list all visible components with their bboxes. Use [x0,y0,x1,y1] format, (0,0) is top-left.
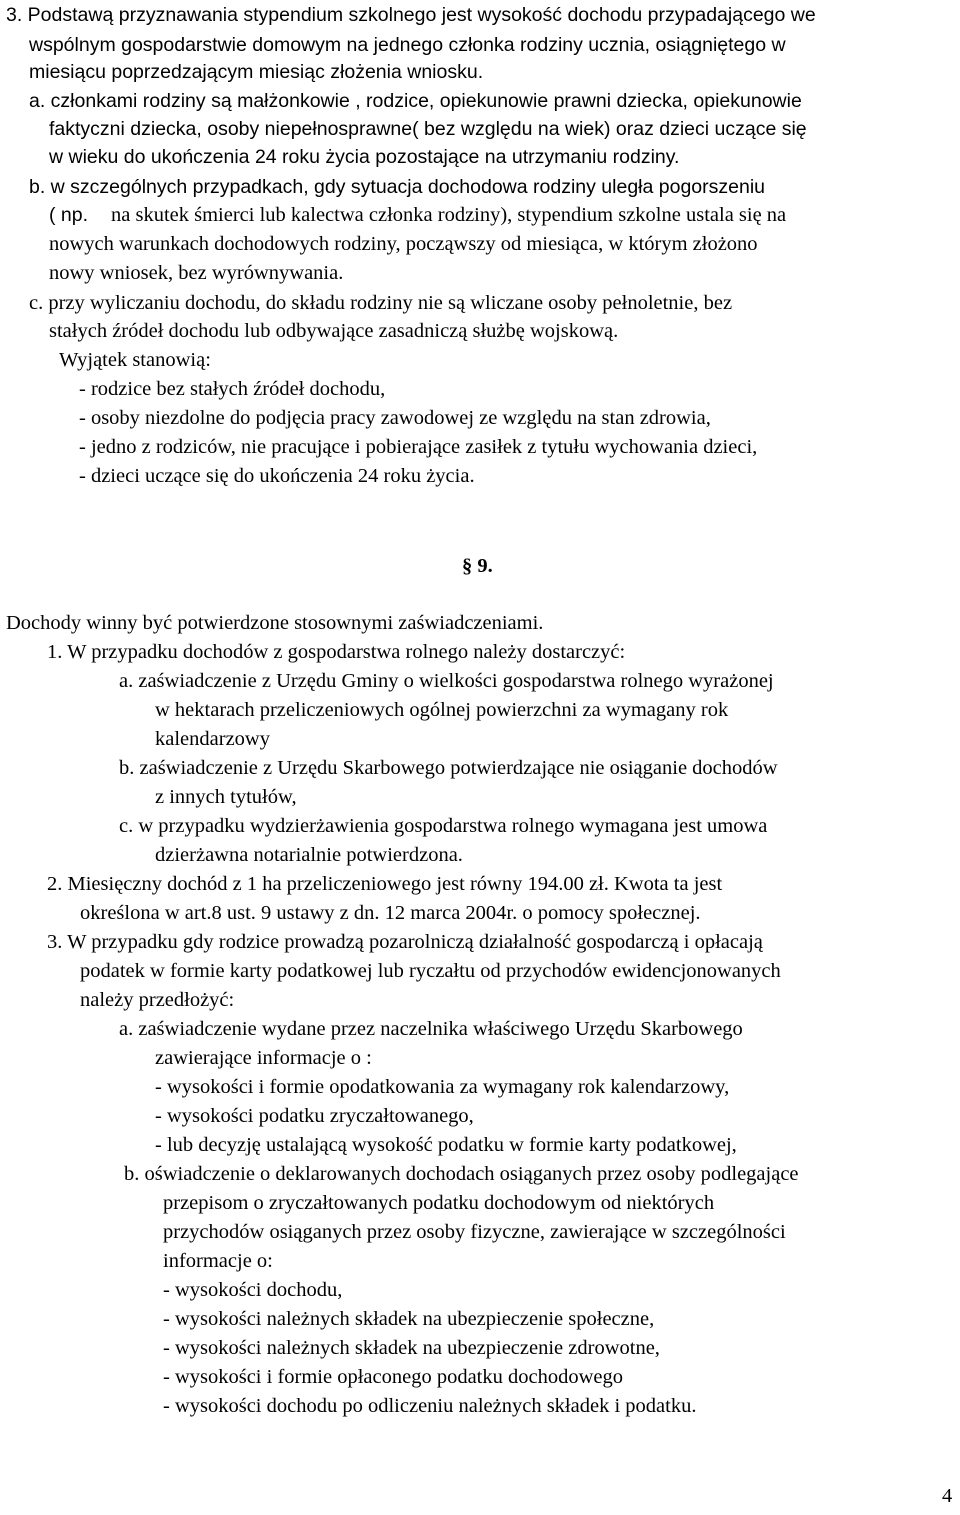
s3-item-b-line-3: nowych warunkach dochodowych rodziny, począwszy od miesiąca, w którym złożono [49,233,758,255]
s3-line-3: miesiącu poprzedzającym miesiąc złożenia wniosku. [29,61,484,83]
s9-item-3a-line-1: a. zaświadczenie wydane przez naczelnika właściwego Urzędu Skarbowego [119,1018,743,1040]
s9-item-3-line-1: 3. W przypadku gdy rodzice prowadzą pozarolniczą działalność gospodarczą i opłacają [47,931,763,953]
s9-item-1a-line-3: kalendarzowy [155,728,270,750]
s9-item-3a-bullet-2: - wysokości podatku zryczałtowanego, [155,1105,474,1127]
s9-item-3b-line-4: informacje o: [163,1250,273,1272]
s3-item-c-line-1: c. przy wyliczaniu dochodu, do składu rodziny nie są wliczane osoby pełnoletnie, bez [29,292,733,314]
s9-item-3b-bullet-1: - wysokości dochodu, [163,1279,343,1301]
s3-exception-3: - jedno z rodziców, nie pracujące i pobierające zasiłek z tytułu wychowania dzieci, [79,436,758,458]
s3-item-b-line-1: b. w szczególnych przypadkach, gdy sytuacja dochodowa rodziny uległa pogorszeniu [29,176,766,198]
s9-item-1c-line-1: c. w przypadku wydzierżawienia gospodarstwa rolnego wymagana jest umowa [119,815,768,837]
s3-exception-2: - osoby niezdolne do podjęcia pracy zawodowej ze względu na stan zdrowia, [79,407,711,429]
s9-item-3b-line-2: przepisom o zryczałtowanych podatku dochodowym od niektórych [163,1192,715,1214]
s9-item-3b-line-3: przychodów osiąganych przez osoby fizyczne, zawierające w szczególności [163,1221,786,1243]
s9-item-3b-bullet-3: - wysokości należnych składek na ubezpieczenie zdrowotne, [163,1337,660,1359]
s3-exception-4: - dzieci uczące się do ukończenia 24 roku życia. [79,465,475,487]
s9-item-1b-line-2: z innych tytułów, [155,786,297,808]
s9-item-3b-line-1: b. oświadczenie o deklarowanych dochodach osiąganych przez osoby podlegające [124,1163,799,1185]
s3-item-b-line-2-prefix: ( np. [49,204,89,226]
s3-item-b-line-4: nowy wniosek, bez wyrównywania. [49,262,344,284]
s9-item-3b-bullet-2: - wysokości należnych składek na ubezpieczenie społeczne, [163,1308,655,1330]
section-9-heading: § 9. [462,555,493,577]
s9-item-1a-line-2: w hektarach przeliczeniowych ogólnej powierzchni za wymagany rok [155,699,729,721]
s9-item-3a-line-2: zawierające informacje o : [155,1047,372,1069]
s9-item-2-line-2: określona w art.8 ust. 9 ustawy z dn. 12 marca 2004r. o pomocy społecznej. [80,902,701,924]
s9-item-1c-line-2: dzierżawna notarialnie potwierdzona. [155,844,463,866]
s9-item-3-line-2: podatek w formie karty podatkowej lub ryczałtu od przychodów ewidencjonowanych [80,960,781,982]
s9-intro: Dochody winny być potwierdzone stosownymi zaświadczeniami. [6,612,544,634]
s9-item-3-line-3: należy przedłożyć: [80,989,235,1011]
s3-item-b-line-2: na skutek śmierci lub kalectwa członka rodziny), stypendium szkolne ustala się na [111,204,787,226]
s9-item-3a-bullet-1: - wysokości i formie opodatkowania za wymagany rok kalendarzowy, [155,1076,730,1098]
s3-item-a-line-2: faktyczni dziecka, osoby niepełnosprawne( bez względu na wiek) oraz dzieci uczące się [49,118,807,140]
s9-item-3b-bullet-4: - wysokości i formie opłaconego podatku dochodowego [163,1366,624,1388]
s9-item-1a-line-1: a. zaświadczenie z Urzędu Gminy o wielkości gospodarstwa rolnego wyrażonej [119,670,774,692]
s3-item-c-line-2: stałych źródeł dochodu lub odbywające zasadniczą służbę wojskową. [49,320,619,342]
s9-item-1b-line-1: b. zaświadczenie z Urzędu Skarbowego potwierdzające nie osiąganie dochodów [119,757,778,779]
s9-item-2-line-1: 2. Miesięczny dochód z 1 ha przeliczeniowego jest równy 194.00 zł. Kwota ta jest [47,873,723,895]
page-number: 4 [942,1485,953,1507]
s9-item-3b-bullet-5: - wysokości dochodu po odliczeniu należnych składek i podatku. [163,1395,697,1417]
s9-item-1: 1. W przypadku dochodów z gospodarstwa rolnego należy dostarczyć: [47,641,626,663]
s3-exception-heading: Wyjątek stanowią: [59,349,211,371]
s3-line-2: wspólnym gospodarstwie domowym na jednego członka rodziny ucznia, osiągniętego w [29,34,786,56]
s3-line-1: 3. Podstawą przyznawania stypendium szkolnego jest wysokość dochodu przypadającego we [6,4,816,26]
s3-exception-1: - rodzice bez stałych źródeł dochodu, [79,378,386,400]
s3-item-a-line-3: w wieku do ukończenia 24 roku życia pozostające na utrzymaniu rodziny. [49,146,680,168]
s9-item-3a-bullet-3: - lub decyzję ustalającą wysokość podatku w formie karty podatkowej, [155,1134,737,1156]
s3-item-a-line-1: a. członkami rodziny są małżonkowie , rodzice, opiekunowie prawni dziecka, opiekunowie [29,90,802,112]
